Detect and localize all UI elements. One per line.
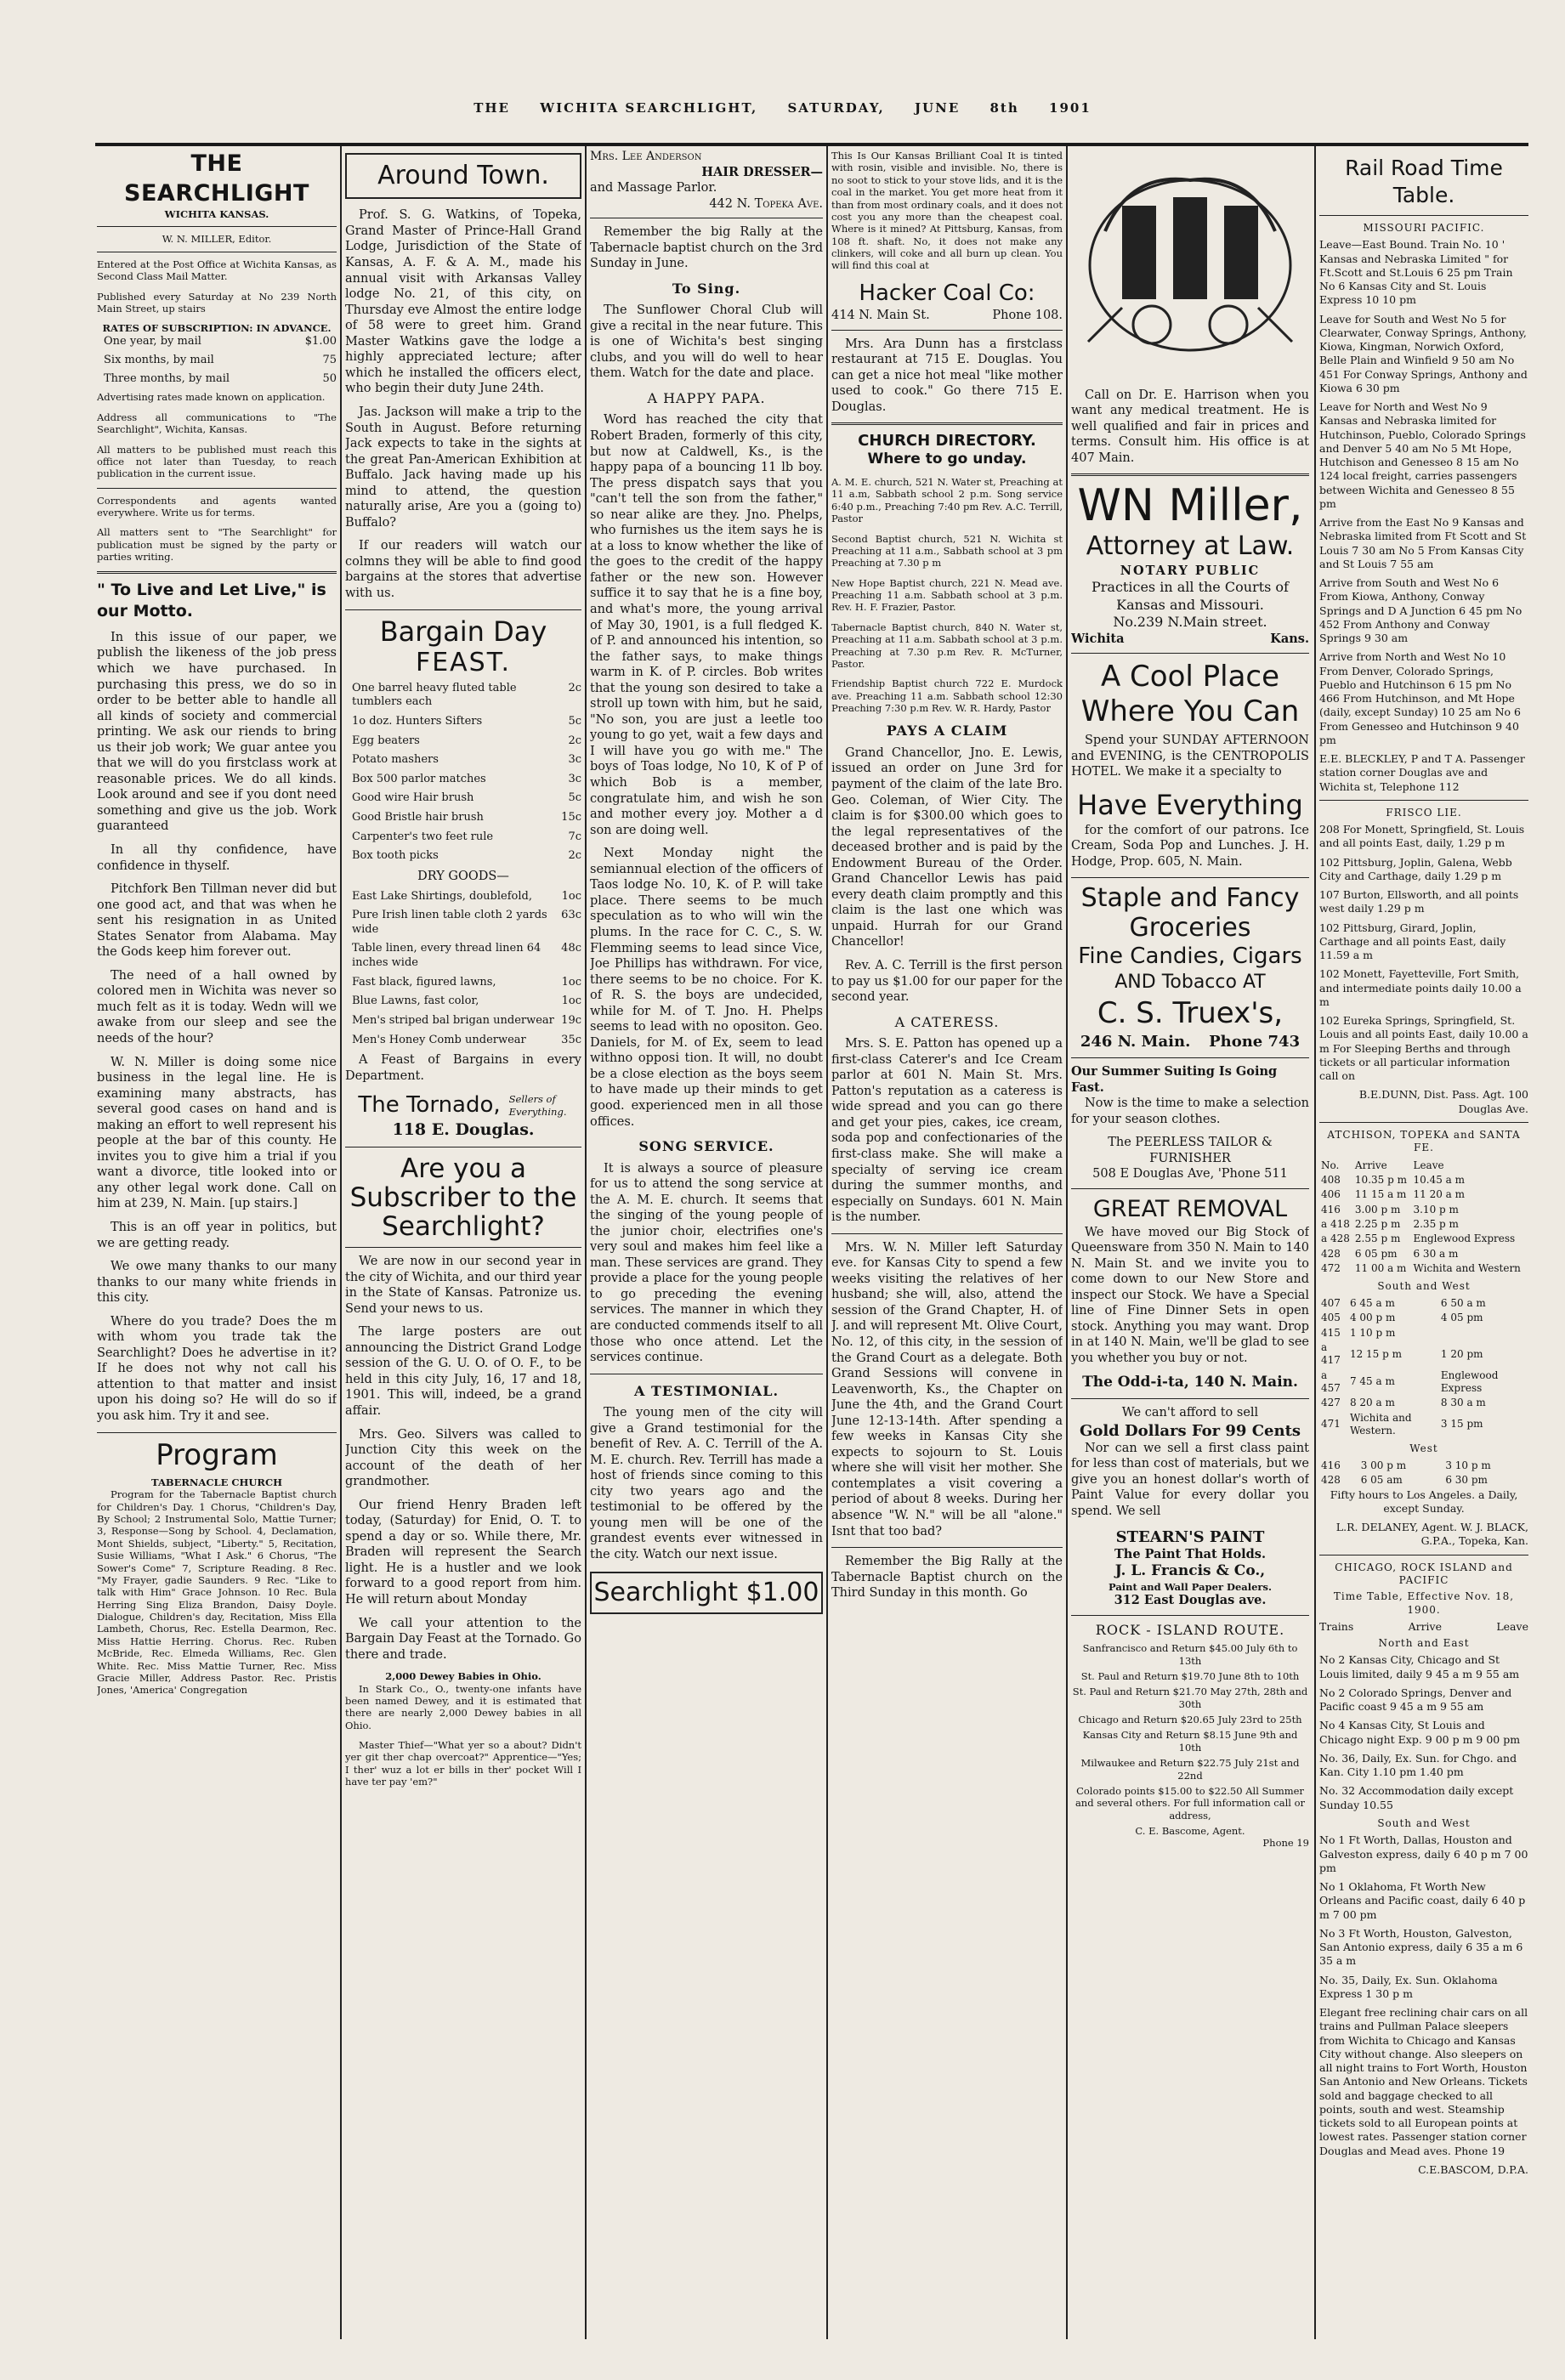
masthead-year: 1901 — [1049, 100, 1092, 116]
to-sing-head: To Sing. — [672, 280, 741, 297]
stearn-name: STEARN'S PAINT — [1115, 1527, 1265, 1546]
rock-item: Kansas City and Return $8.15 June 9th and 10th — [1082, 1729, 1298, 1754]
column-5 — [1071, 150, 1309, 2334]
article-paragraph: In all thy confidence, have confidence in thyself. — [97, 842, 337, 873]
dewey-text: In Stark Co., O., twenty-one infants have been named Dewey, and it is estimated that there are nearly 2,000 Dewey babies in all Ohio. — [345, 1682, 581, 1731]
dry-goods-head: DRY GOODS— — [417, 869, 509, 883]
column-divider — [340, 146, 342, 2339]
entered-note: Entered at the Post Office at Wichita Kansas, as Second Class Mail Matter. — [97, 258, 337, 283]
staple-and: AND Tobacco AT — [1114, 972, 1266, 994]
table-row: 407 6 45 a m 6 50 a m — [1321, 1296, 1486, 1309]
around-town-title: Around Town. — [345, 153, 581, 199]
have-everything: Have Everything — [1077, 788, 1303, 821]
article-paragraph: Our friend Henry Braden left today, (Saturday) for Enid, O. T. to spend a day or so. While there, Mr. Braden will represent the Search light. He is a hustler and we look forward to a good report from him. He will return about Monday — [345, 1498, 581, 1607]
table-row: a 417 12 15 p m 1 20 pm — [1321, 1341, 1483, 1367]
tt-item: South and West — [1377, 1816, 1471, 1829]
feast-line: A Feast of Bargains in every Department. — [345, 1053, 581, 1083]
price-row: Men's striped bal brigan underwear 19c — [352, 1013, 581, 1027]
ri-sub: Time Table, Effective Nov. 18, 1900. — [1333, 1590, 1515, 1616]
tt-item: No. 36, Daily, Ex. Sun. for Chgo. and Kan. City 1.10 pm 1.40 pm — [1319, 1751, 1517, 1779]
song-text: It is always a source of pleasure for us to attend the song service at the A. M. E. church. It seems that the singing of the young people of the junior choir, electrifies one's very soul and makes him feel like a man. These services are grand. They provide a place for the young people to go preceding the evening services. The manner in which they are conducted commends itself to all those who once attend. Let the services continue. — [590, 1161, 823, 1365]
price-row: One barrel heavy fluted table tumblers each 2c — [352, 681, 581, 709]
tornado-addr: 118 E. Douglas. — [392, 1120, 535, 1140]
staple-line: Fine Candies, Cigars — [1078, 944, 1302, 970]
truex-name: C. S. Truex's, — [1097, 995, 1284, 1030]
rate-row: Three months, by mail 50 — [104, 372, 337, 386]
masthead-date: 8th — [989, 100, 1019, 116]
tornado-tag: Sellers of Everything. — [508, 1093, 567, 1118]
tt-item: Arrive from South and West No 6 From Kiowa, Anthony, Conway Springs and D A Junction 6 45 pm No 452 From Anthony and Conway Springs 9 30 am — [1319, 576, 1522, 645]
coal-name: Hacker Coal Co: — [859, 280, 1035, 306]
church-entry: Tabernacle Baptist church, 840 N. Water st, Preaching at 11 a.m. Sabbath school at 3 p.m. Preaching at 7.30 p.m Rev. R. McTurner, Pastor. — [831, 620, 1063, 670]
article-paragraph: In this issue of our paper, we publish the likeness of the job press which we have purchased. In purchasing this press, we do so in order to be better able to handle all all kinds of society and commercial printing. We ask our riends to bring us their job work; We guar antee you that we will do you firstclass work at reasonable prices. We do all kinds. Look around and see if you dont need something and give us the job. Work guaranteed — [97, 630, 337, 834]
rock-agent: C. E. Bascome, Agent. — [1135, 1825, 1245, 1838]
article-paragraph: The need of a hall owned by colored men in Wichita was never so much felt as it is today. Wedn will we awake from our sleep and see the needs of the hour? — [97, 968, 337, 1046]
tt-item: No 3 Ft Worth, Houston, Galveston, San Antonio express, daily 6 35 a m 6 35 a m — [1319, 1926, 1523, 1968]
column-1 — [97, 150, 337, 2334]
rates-head: RATES OF SUBSCRIPTION: IN ADVANCE. — [102, 322, 332, 335]
program-text: Program for the Tabernacle Baptist church for Children's Day. 1 Chorus, "Children's Day, By School; 2 Instrumental Solo, Mattie Turner; 3, Response—Song by School. 4, Declamation, Mont Shields, subject, "Liberty." 5, Recitation, Susie Williams, "What I Ask." 6 Chorus, "The Sower's Come" 7, Scripture Reading. 8 Rec. "My Frayer, gadie Saunders. 9 Rec. "Like to talk with Him" Grace Johnson. 10 Rec. Bula Herring Sing Eliza Brandon, Daisy Doyle. Dialogue, Children's day, Recitation, Miss Ella Lambeth, Chorus, Rec. Estella Dearmon, Rec. Miss Hattie Herring. Chorus. Rec. Ruben McBride, Rec. Elmeda Williams, Rec. Glen White. Rec. Miss Mattie Turner, Rec. Miss Gracie Miller, Address Pastor. Rec. Pristis Jones, 'America' Congregation — [97, 1488, 337, 1697]
program-title: Program — [156, 1437, 278, 1472]
article-paragraph: This is an off year in politics, but we are getting ready. — [97, 1221, 337, 1250]
column-3 — [590, 150, 823, 2334]
tt-item: Arrive from the East No 9 Kansas and Nebraska limited from Ft Scott and St Louis 7 30 am No 5 From Kansas City and St Louis 7 55 am — [1319, 516, 1527, 570]
article-paragraph: We owe many thanks to our many thanks to our many white friends in this city. — [97, 1260, 337, 1306]
suit-text: Now is the time to make a selection for your season clothes. — [1071, 1096, 1309, 1126]
matters-note: All matters to be published must reach this office not later than Tuesday, to reach publication in the current issue. — [97, 443, 337, 480]
tt-item: No. 32 Accommodation daily except Sunday 10.55 — [1319, 1784, 1514, 1811]
cool-head: A Cool Place Where You Can — [1080, 660, 1300, 729]
church-entry: Friendship Baptist church 722 E. Murdock ave. Preaching 11 a.m. Sabbath school 12:30 Preaching 7:30 p.m Rev. W. R. Hardy, Pastor — [831, 677, 1063, 715]
peerless-name: The PEERLESS TAILOR & FURNISHER — [1108, 1136, 1273, 1165]
rock-phone: Phone 19 — [1262, 1837, 1309, 1850]
tt-item: Elegant free reclining chair cars on all trains and Pullman Palace sleepers from Wichita to Chicago and Kansas City without change. Also sleepers on all night trains to Fort Worth, Houston San Antonio and New Orleans. Tickets sold and baggage checked to all points, south and west. Steamship tickets sold to all European points at lowest rates. Passenger station corner Douglas and Mead aves. Phone 19 — [1319, 2006, 1528, 2157]
mp-head: MISSOURI PACIFIC. — [1363, 222, 1485, 234]
staple-head: Staple and Fancy Groceries — [1080, 883, 1300, 943]
truex-phone: Phone 743 — [1209, 1033, 1301, 1051]
price-row: East Lake Shirtings, doublefold, 1oc — [352, 889, 581, 903]
dewey-head: 2,000 Dewey Babies in Ohio. — [385, 1670, 542, 1683]
dunn-text: Mrs. Ara Dunn has a firstclass restaurant at 715 E. Douglas. You can get a nice hot meal "like mother used to cook." Go there 715 E. Douglas. — [831, 337, 1063, 414]
article-paragraph: We are now in our second year in the city of Wichita, and our third year in the State of Kansas. Patronize us. Send your news to us. — [345, 1255, 581, 1316]
tt-item: 208 For Monett, Springfield, St. Louis and all points East, daily, 1.29 p m — [1319, 823, 1525, 850]
atsf-head: ATCHISON, TOPEKA and SANTA FE. — [1327, 1128, 1521, 1154]
wn-name: WN Miller, — [1077, 480, 1303, 532]
harrison-text: Call on Dr. E. Harrison when you want any medical treatment. He is well qualified and fair in prices and terms. Consult him. His office is at 407 Main. — [1071, 388, 1309, 465]
rate-row: One year, by mail $1.00 — [104, 334, 337, 348]
price-row: Men's Honey Comb underwear 35c — [352, 1033, 581, 1046]
gold-head: Gold Dollars For 99 Cents — [1079, 1421, 1301, 1440]
rock-item: Colorado points $15.00 to $22.50 All Summer and several others. For full information call or address, — [1075, 1784, 1306, 1822]
subscriber-title: Are you a Subscriber to the Searchlight? — [349, 1153, 577, 1242]
frisco-agent: B.E.DUNN, Dist. Pass. Agt. 100 Douglas Ave. — [1358, 1088, 1528, 1115]
coal-contact — [831, 308, 1063, 324]
table-row: 427 8 20 a m 8 30 a m — [1321, 1397, 1486, 1409]
article-paragraph: Jas. Jackson will make a trip to the South in August. Before returning Jack expects to take in the sights at the great Pan-American Exhibition at Buffalo. Jack having made up his mind to attend, the question naturally arise, Are you a (going to) Buffalo? — [345, 405, 581, 530]
church-entry: A. M. E. church, 521 N. Water st, Preaching at 11 a.m, Sabbath school 2 p.m. Song service 6:40 p.m., Preaching 7:40 pm Rev. A.C. Terrill, Pastor — [831, 476, 1063, 525]
tt-item: Leave for South and West No 5 for Clearwater, Conway Springs, Anthony, Kiowa, Kingman, Norwich Oxford, Belle Plain and Winfield 9 50 am No 451 For Conway Springs, Anthony and Kiowa 6 30 pm — [1319, 312, 1528, 394]
table-row: a 428 2.55 p m Englewood Express — [1321, 1232, 1516, 1245]
masthead-month: JUNE — [914, 100, 961, 116]
rock-item: St. Paul and Return $21.70 May 27th, 28th and 30th — [1072, 1686, 1308, 1710]
column-4 — [831, 150, 1063, 2334]
rock-item: Milwaukee and Return $22.75 July 21st and 22nd — [1080, 1757, 1300, 1782]
adv-note: Advertising rates made known on application. — [97, 391, 326, 404]
gold-pre: We can't afford to sell — [1121, 1406, 1259, 1420]
terrill-text: Rev. A. C. Terrill is the first person to pay us $1.00 for our paper for the second year. — [831, 959, 1063, 1005]
happy-head: A HAPPY PAPA. — [647, 389, 766, 406]
master-text: Master Thief—"What yer so a about? Didn't yer git ther chap overcoat?" Apprentice—"Yes; I ther' wuz a lot er bills in ther' pocket Will I have ter pay 'em?" — [345, 1739, 581, 1788]
miller-text: Mrs. W. N. Miller left Saturday eve. for Kansas City to spend a few weeks visiting the relatives of her husband; she will, also, attend the session of the Grand Chapter, H. of J. and will represent Mt. Olive Court, No. 12, of this city, in the session of the Grand Court as a delegate. Both Grand Sessions will convene in Leavenworth, Ks., the Chapter on June the 4th, and the Grand Court June 12-13-14th. After spending a few weeks in Kansas City she expects to sojourn to St. Louis where she will visit her mother. She contemplates a visit covering a period of about 8 weeks. During her absence "W. N." will be all "alone." Isnt that too bad? — [831, 1240, 1063, 1538]
signed-note: All matters sent to "The Searchlight" for publication must be signed by the party or parties writing. — [97, 526, 337, 564]
francis-name: J. L. Francis & Co., — [1114, 1562, 1266, 1580]
masthead — [0, 100, 1565, 116]
article-paragraph: Pitchfork Ben Tillman never did but one good act, and that was when he sent his resignation in as United States Senator from Alabama. May the Gods keep him forever out. — [97, 882, 337, 960]
wn-city: Wichita — [1071, 631, 1125, 646]
church-head: CHURCH DIRECTORY. — [858, 432, 1036, 450]
claim-text: Grand Chancellor, Jno. E. Lewis, issued an order on June 3rd for payment of the claim of the late Bro. Geo. Coleman, of Wier City. The claim is for $300.00 which goes to the legal representatives of the deceased brother and is paid by the Endowment Bureau of the Order. Grand Chancellor Lewis has paid every death claim promptly and this claim is the last one which was unpaid. Hurrah for our Grand Chancellor! — [831, 745, 1063, 949]
hair-line1: HAIR DRESSER— — [701, 164, 823, 179]
have-text: for the comfort of our patrons. Ice Cream, Soda Pop and Lunches. J. H. Hodge, Prop. 605, N. Main. — [1071, 823, 1309, 869]
coal-cartoon-illustration — [1071, 155, 1309, 367]
tt-item: No. 35, Daily, Ex. Sun. Oklahoma Express 1 30 p m — [1319, 1973, 1498, 2000]
table-row: 416 3 00 p m 3 10 p m — [1321, 1459, 1491, 1471]
table-row: 406 11 15 a m 11 20 a m — [1321, 1188, 1465, 1201]
price-row: 1o doz. Hunters Sifters 5c — [352, 714, 581, 728]
tt-item: No 4 Kansas City, St Louis and Chicago night Exp. 9 00 p m 9 00 pm — [1319, 1719, 1521, 1746]
rock-head: ROCK - ISLAND ROUTE. — [1095, 1621, 1285, 1638]
column-2 — [345, 150, 581, 2334]
ri-north-east: North and East — [1378, 1637, 1470, 1650]
cool-text: Spend your SUNDAY AFTERNOON and EVENING, is the CENTROPOLIS HOTEL. We make it a specialty to — [1071, 733, 1309, 779]
article-paragraph: Mrs. Geo. Silvers was called to Junction City this week on the account of the death of her grandmother. — [345, 1427, 581, 1489]
hair-line2: and Massage Parlor. — [590, 181, 717, 196]
mp-agent: E.E. BLECKLEY, P and T A. Passenger station corner Douglas ave and Wichita st, Telephone 112 — [1319, 752, 1525, 793]
francis-sub: Paint and Wall Paper Dealers. — [1109, 1580, 1272, 1593]
price-row: Egg beaters 2c — [352, 734, 581, 747]
program-sub: TABERNACLE CHURCH — [151, 1476, 282, 1488]
cater-head: A CATERESS. — [894, 1013, 1000, 1030]
song-head: SONG SERVICE. — [638, 1138, 774, 1155]
coal-addr: 414 N. Main St. — [831, 309, 930, 323]
paper-title: THE SEARCHLIGHT — [124, 150, 309, 207]
cater-text: Mrs. S. E. Patton has opened up a first-class Caterer's and Ice Cream parlor at 601 N. Main St. Mrs. Patton's reputation as a cateress is wide spread and you can go there and get your pies, cakes, ice cream, soda pop and confectionaries of the first-class make. She will make a specialty of serving ice cream during the summer months, and especially on Sundays. 601 N. Main is the number. — [831, 1037, 1063, 1225]
tt-item: Leave for North and West No 9 Kansas and Nebraska limited for Hutchinson, Pueblo, Colorado Springs and Denver 5 40 am No 5 Mt Hope, Hutchison and Genesseo 8 15 am No 124 local freight, carries passengers between Wichita and Genesseo 8 55 pm — [1319, 400, 1526, 510]
tt-item: 102 Pittsburg, Joplin, Galena, Webb City and Carthage, daily 1.29 p m — [1319, 855, 1512, 882]
table-row: 416 3.00 p m 3.10 p m — [1321, 1203, 1459, 1216]
motto: " To Live and Let Live," is our Motto. — [97, 580, 326, 621]
table-row: 471 Wichita and Western. 3 15 pm — [1321, 1411, 1483, 1437]
church-entry: Second Baptist church, 521 N. Wichita st Preaching at 11 a.m., Sabbath school at 3 pm Preaching at 7.30 p m — [831, 532, 1063, 570]
price-row: Good wire Hair brush 5c — [352, 791, 581, 805]
rally-text: Remember the big Rally at the Tabernacle baptist church on the 3rd Sunday in June. — [590, 225, 823, 271]
paper-place: WICHITA KANSAS. — [164, 208, 269, 221]
table-header-row: No. Arrive Leave — [1321, 1159, 1444, 1171]
price-row: Fast black, figured lawns, 1oc — [352, 975, 581, 989]
hair-name: Mrs. Lee Anderson — [590, 150, 702, 163]
column-divider — [585, 146, 587, 2339]
wn-practice: Practices in all the Courts of Kansas and Missouri. — [1092, 579, 1289, 613]
removal-text: We have moved our Big Stock of Queensware from 350 N. Main to 140 N. Main St. and we invite you to come down to our New Store and inspect our Stock. We have a Special line of Fine Dinner Sets in open stock. Anything you may want. Drop in at 140 N. Main, we'll be glad to see you whether you buy or not. — [1071, 1225, 1309, 1365]
wn-notary: NOTARY PUBLIC — [1120, 563, 1261, 578]
tt-item: Leave—East Bound. Train No. 10 ' Kansas and Nebraska Limited " for Ft.Scott and St.Louis 6 25 pm Train No 6 Kansas City and St. Louis Express 10 10 pm — [1319, 238, 1513, 307]
ri-agent: C.E.BASCOM, D.P.A. — [1418, 2162, 1528, 2176]
tt-item: 102 Pittsburg, Girard, Joplin, Carthage and all points East, daily 11.59 a m — [1319, 921, 1506, 962]
table-row: a 457 7 45 a m Englewood Express — [1321, 1368, 1499, 1395]
corr-note: Correspondents and agents wanted everywhere. Write us for terms. — [97, 494, 337, 519]
price-row: Potato mashers 3c — [352, 753, 581, 767]
truex-contact — [1071, 1032, 1309, 1051]
article-paragraph: Where do you trade? Does the m with whom you trade tak the Searchlight? Does he advertise in it? If he does not why not call his attention to that matter and insist upon his doing so? He will do so if you ask him. Try it and see. — [97, 1314, 337, 1424]
tt-item: No 2 Kansas City, Chicago and St Louis limited, daily 9 45 a m 9 55 am — [1319, 1653, 1520, 1680]
testimonial-head: A TESTIMONIAL. — [633, 1382, 780, 1399]
wn-city-line — [1071, 632, 1309, 648]
stearn-sub: The Paint That Holds. — [1114, 1546, 1266, 1561]
masthead-name: WICHITA SEARCHLIGHT, — [540, 100, 758, 116]
bargain-sub: FEAST. — [415, 647, 512, 677]
price-row: Blue Lawns, fast color, 1oc — [352, 994, 581, 1008]
ri-head: CHICAGO, ROCK ISLAND and PACIFIC — [1335, 1561, 1513, 1586]
atsf-south-west: South and West — [1377, 1279, 1471, 1292]
article-paragraph: The large posters are out announcing the District Grand Lodge session of the G. U. O. of O. F., to be held in this city July, 16, 17 and 18, 1901. This will, indeed, be a grand affair. — [345, 1325, 581, 1418]
published-note: Published every Saturday at No 239 North Main Street, up stairs — [97, 290, 337, 314]
atsf-note: Fifty hours to Los Angeles. a Daily, except Sunday. — [1330, 1488, 1518, 1515]
tt-item: 102 Monett, Fayetteville, Fort Smith, and intermediate points daily 10.00 a m — [1319, 967, 1522, 1008]
coal-phone: Phone 108. — [992, 309, 1063, 323]
editor-line: W. N. MILLER, Editor. — [162, 233, 272, 246]
table-row: 428 6 05 am 6 30 pm — [1321, 1474, 1488, 1487]
hair-addr: 442 N. Topeka Ave. — [709, 196, 823, 211]
masthead-day: SATURDAY, — [787, 100, 885, 116]
suit-head: Our Summer Suiting Is Going Fast. — [1071, 1064, 1278, 1095]
bargain-title: Bargain Day — [379, 615, 547, 648]
election-text: Next Monday night the semiannual election of the officers of Taos lodge No. 10, K. of P. will take place. There seems to be much speculation as to who will win the plums. In the race for C. C., S. W. Flemming seems to lead since Vice, Joe Phillips has withdrawn. For vice, there seems to be no choice. For K. of R. S. the boys are undecided, while for M. of T. Jno. H. Phelps seems to lead with no opositon. Geo. Daniels, for M. of Ex, seem to lead withno opposi tion. It will, no doubt be a close election as the boys seem to have made up their minds to get good. experienced men in all those offices. — [590, 847, 823, 1129]
tornado-ad — [345, 1091, 581, 1119]
table-row: 415 1 10 p m — [1321, 1326, 1396, 1339]
atsf-table — [1319, 1159, 1528, 1277]
tt-item: No 2 Colorado Springs, Denver and Pacific coast 9 45 a m 9 55 am — [1319, 1686, 1512, 1714]
church-sub: Where to go unday. — [867, 450, 1027, 468]
atsf-table-sw — [1319, 1296, 1528, 1439]
remember-text: Remember the Big Rally at the Tabernacle Baptist church on the Third Sunday in this month. Go — [831, 1555, 1063, 1601]
column-6-timetable — [1319, 150, 1528, 2334]
atsf-west: West — [1409, 1442, 1438, 1454]
claim-head: PAYS A CLAIM — [886, 722, 1008, 740]
price-row: Table linen, every thread linen 64 inches wide 48c — [352, 942, 581, 969]
peerless-addr: 508 E Douglas Ave, 'Phone 511 — [1092, 1167, 1288, 1182]
tt-item: No 1 Oklahoma, Ft Worth New Orleans and Pacific coast, daily 6 40 p m 7 00 pm — [1319, 1880, 1526, 1921]
price-box: Searchlight $1.00 — [590, 1572, 823, 1614]
ri-cols: Trains Arrive Leave — [1319, 1620, 1528, 1634]
masthead-the: THE — [473, 100, 510, 116]
table-row: 408 10.35 p m 10.45 a m — [1321, 1174, 1465, 1187]
truex-addr: 246 N. Main. — [1080, 1033, 1191, 1051]
rates-list — [97, 335, 337, 387]
testimonial-text: The young men of the city will give a Grand testimonial for the benefit of Rev. A. C. Terrill of the A. M. E. church. Rev. Terrill has made a host of friends since coming to this city two years ago and the testimonial to be offered by the young men will be one of the grandest events ever witnessed in the city. Watch our next issue. — [590, 1406, 823, 1562]
wn-title: Attorney at Law. — [1086, 531, 1295, 562]
price-row: Box tooth picks 2c — [352, 849, 581, 863]
happy-text: Word has reached the city that Robert Braden, formerly of this city, but now at Caldwell, Ks., is the happy papa of a bouncing 11 lb boy. The press dispatch says that you "can't tell the son from the father," so near alike are they. Jno. Phelps, who furnishes us the item says he is at a loss to know whether the like of the goes to the credit of the happy father or the new son. However suffice it to say that he is a fine boy, and what's more, the young arrival of May 30, 1901, is a full fledged K. of P. and announced his intention, so the father says, to make things warm in K. of P. circles. Bob writes that the young son desired to take a stroll up town with him, but he said, "No son, you are just a leetle too young to go yet, wait a few days and I will have you go with me." The boys of Toas lodge, No 10, K of P of which Bob is a member, congratulate him, and wish he son and mother every joy. Mother a d son are doing well. — [590, 413, 823, 837]
frisco-head: FRISCO LIE. — [1386, 806, 1462, 819]
price-row: Good Bristle hair brush 15c — [352, 811, 581, 824]
dry-goods-list — [345, 890, 581, 1048]
table-row: 405 4 00 p m 4 05 pm — [1321, 1312, 1483, 1324]
tt-item: 102 Eureka Springs, Springfield, St. Louis and all points East, daily 10.00 a m For Sleeping Berths and through tickets or all particular information call on — [1319, 1014, 1528, 1083]
rock-item: Sanfrancisco and Return $45.00 July 6th to 13th — [1082, 1642, 1298, 1667]
column-divider — [1066, 146, 1068, 2339]
table-row: 472 11 00 a m Wichita and Western — [1321, 1262, 1521, 1275]
oddita: The Odd-i-ta, 140 N. Main. — [1082, 1374, 1298, 1391]
wn-state: Kans. — [1270, 631, 1309, 646]
address-note: Address all communications to "The Searchlight", Wichita, Kansas. — [97, 411, 337, 436]
table-row: 428 6 05 pm 6 30 a m — [1321, 1247, 1459, 1260]
atsf-agents: L.R. DELANEY, Agent. W. J. BLACK, G.P.A., Topeka, Kan. — [1335, 1521, 1528, 1548]
wn-addr: No.239 N.Main street. — [1113, 614, 1267, 631]
tt-item: 107 Burton, Ellsworth, and all points west daily 1.29 p m — [1319, 888, 1519, 915]
timetable-title: Rail Road Time Table. — [1345, 156, 1503, 207]
removal-head: GREAT REMOVAL — [1092, 1195, 1288, 1222]
tt-item: Arrive from North and West No 10 From Denver, Colorado Springs, Pueblo and Hutchinson 6 15 pm No 466 From Hutchinson, and Mt Hope (daily, except Sunday) 10 25 am No 6 From Genesseo and Hutchinson 9 40 pm — [1319, 650, 1521, 746]
rate-row: Six months, by mail 75 — [104, 353, 337, 366]
price-row: Box 500 parlor matches 3c — [352, 772, 581, 785]
tornado-name: The Tornado, — [358, 1092, 501, 1119]
article-paragraph: We call your attention to the Bargain Day Feast at the Tornado. Go there and trade. — [345, 1616, 581, 1662]
article-paragraph: If our readers will watch our colmns they will be able to find good bargains at the stores that advertise with us. — [345, 539, 581, 600]
francis-addr: 312 East Douglas ave. — [1114, 1593, 1267, 1608]
church-entry: New Hope Baptist church, 221 N. Mead ave. Preaching 11 a.m. Sabbath school at 3 p.m. Rev. H. F. Frazier, Pastor. — [831, 576, 1063, 614]
column-divider — [1314, 146, 1316, 2339]
bargain-list — [345, 682, 581, 864]
atsf-table-w — [1319, 1459, 1528, 1488]
coal-text: This Is Our Kansas Brilliant Coal It is tinted with rosin, visible and invisible. No, there is no soot to stick to your stove lids, and it is the coal in the market. You get more heat from it than from most ordinary coals, and it does not cost you any more than the cheapest coal. Where is it mined? At Pittsburg, Kansas, from 108 ft. shaft. No, it does not make any clinkers, will coke and all burn up clean. You will find this coal at — [831, 150, 1063, 272]
price-row: Pure Irish linen table cloth 2 yards wide 63c — [352, 909, 581, 936]
price-row: Carpenter's two feet rule 7c — [352, 830, 581, 843]
article-paragraph: W. N. Miller is doing some nice business in the legal line. He is examining many abstracts, has several good cases on hand and is making an effort to well represent his people at the bar of this county. He invites you to give him a trial if you want a divorce, title looked into or any other legal work done. Call on him at 239, N. Main. [up stairs.] — [97, 1055, 337, 1211]
gold-text: Nor can we sell a first class paint for less than cost of materials, but we give you an honest dollar's worth of Paint Value for every dollar you spend. We sell — [1071, 1441, 1309, 1518]
article-paragraph: Prof. S. G. Watkins, of Topeka, Grand Master of Prince-Hall Grand Lodge, Jurisdiction of the State of Kansas, A. F. & A. M., made his annual visit with Arkansas Valley lodge No. 21, of this city, on Thursday eve Almost the entire lodge of 58 were to greet him. Grand Master Watkins gave the lodge a highly appreciated lecture; after which he installed the officers elect, who begin their duty June 24th. — [345, 208, 581, 396]
column-divider — [826, 146, 828, 2339]
sing-text: The Sunflower Choral Club will give a recital in the near future. This is one of Wichita's best singing clubs, and you will do well to hear them. Watch for the date and place. — [590, 303, 823, 381]
tt-item: No 1 Ft Worth, Dallas, Houston and Galveston express, daily 6 40 p m 7 00 pm — [1319, 1833, 1528, 1874]
rock-item: St. Paul and Return $19.70 June 8th to 10th — [1080, 1669, 1300, 1682]
table-row: a 418 2.25 p m 2.35 p m — [1321, 1218, 1459, 1231]
rock-item: Chicago and Return $20.65 July 23rd to 25th — [1078, 1714, 1302, 1726]
